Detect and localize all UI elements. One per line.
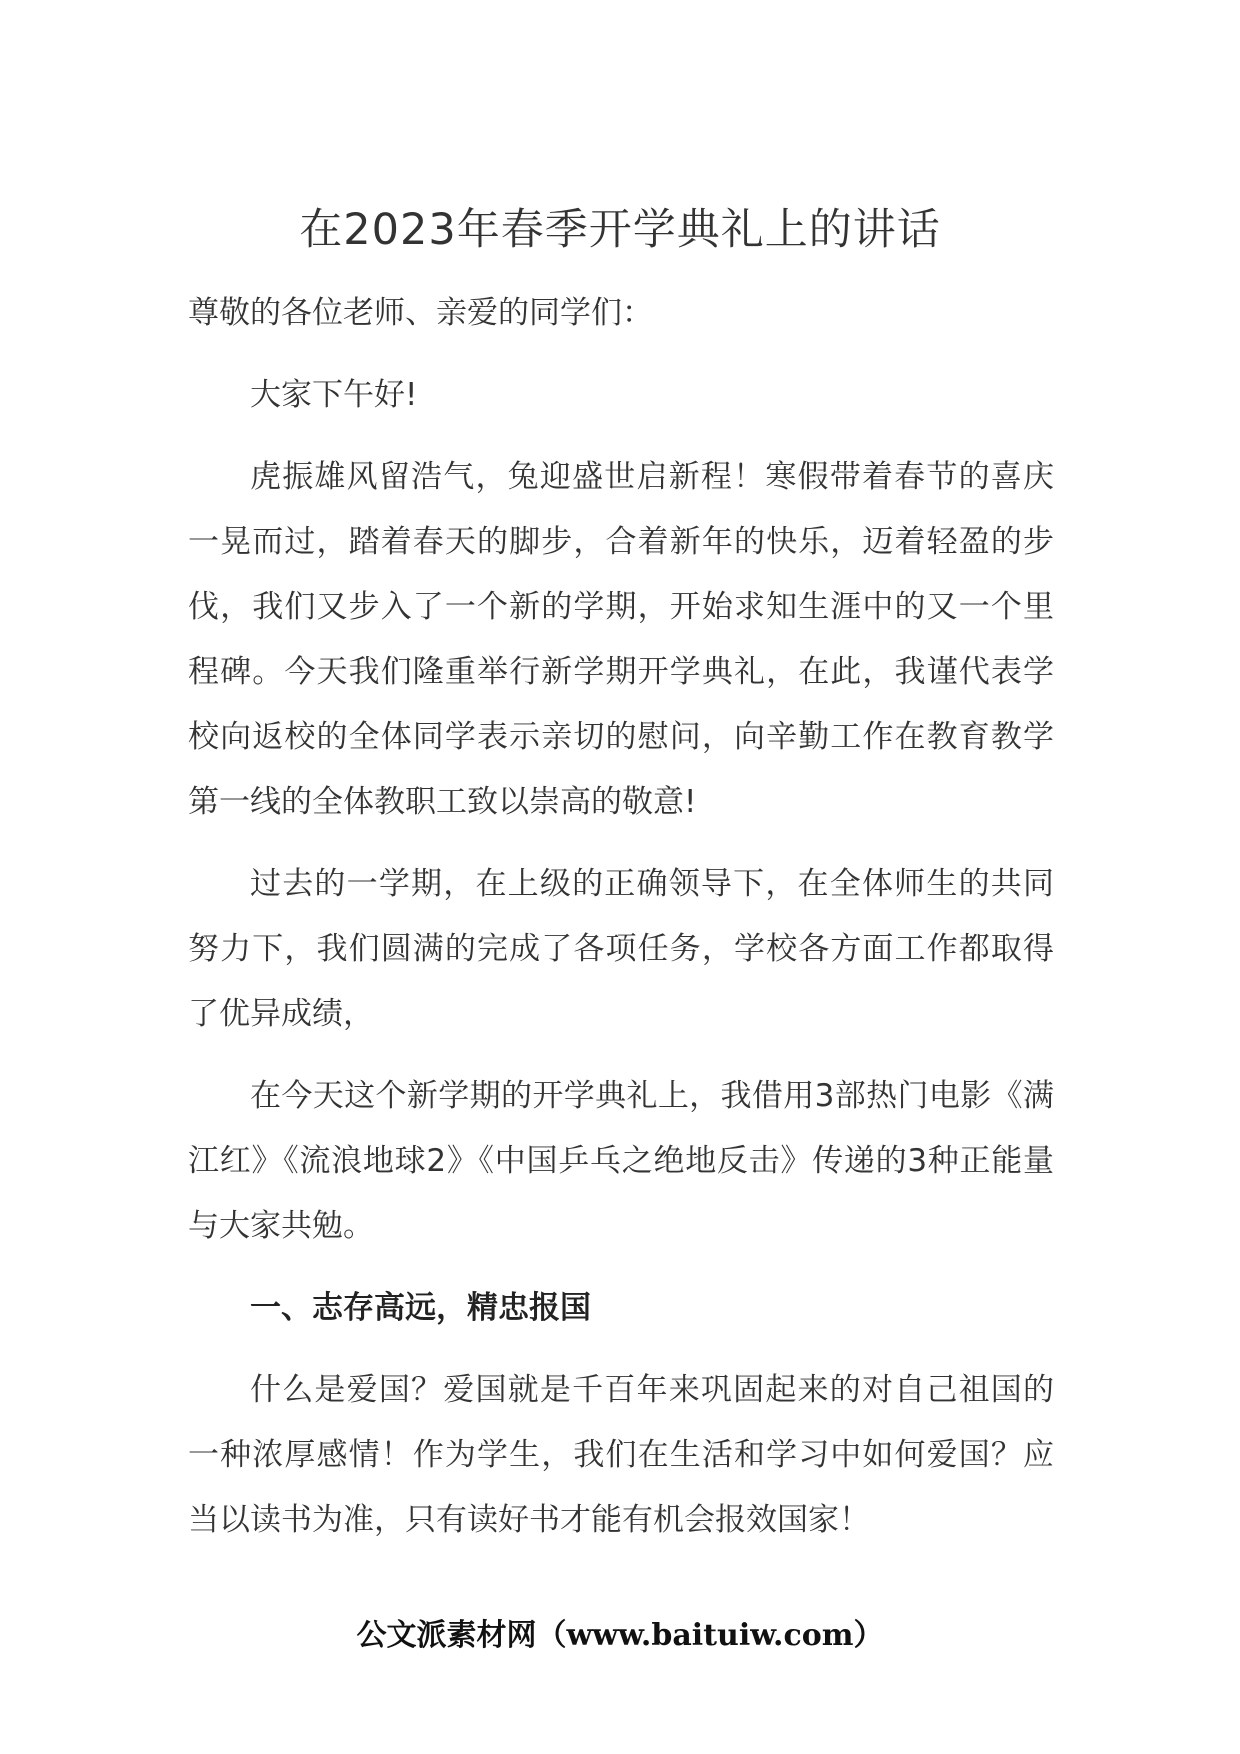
salutation: 尊敬的各位老师、亲爱的同学们：	[188, 295, 653, 331]
review-paragraph: 过去的一学期，在上级的正确领导下，在全体师生的共同努力下，我们圆满的完成了各项任务，学校各方面工作都取得了优异成绩，	[188, 866, 1054, 1032]
section-heading: 一、志存高远，精忠报国	[250, 1290, 591, 1326]
opening-paragraph: 虎振雄风留浩气，兔迎盛世启新程！寒假带着春节的喜庆一晃而过，踏着春天的脚步，合着新年的快乐，迈着轻盈的步伐，我们又步入了一个新的学期，开始求知生涯中的又一个里程碑。今天我们隆重举行新学期开学典礼，在此，我谨代表学校向返校的全体同学表示亲切的慰问，向辛勤工作在教育教学第一线的全体教职工致以崇高的敬意!	[188, 459, 1054, 820]
footer-site-name: 公文派素材网	[356, 1618, 537, 1653]
section-paragraph: 什么是爱国？爱国就是千百年来巩固起来的对自己祖国的一种浓厚感情！作为学生，我们在生活和学习中如何爱国？应当以读书为准，只有读好书才能有机会报效国家！	[188, 1372, 1054, 1538]
document-title: 在2023年春季开学典礼上的讲话	[299, 205, 941, 255]
movies-paragraph: 在今天这个新学期的开学典礼上，我借用3部热门电影《满江红》《流浪地球2》《中国乒乓之绝地反击》传递的3种正能量与大家共勉。	[188, 1078, 1054, 1244]
document-body	[188, 281, 1054, 1553]
greeting-paragraph: 大家下午好!	[250, 377, 418, 413]
footer-url: （www.baituiw.com）	[536, 1618, 884, 1653]
footer-watermark	[0, 1614, 1240, 1658]
